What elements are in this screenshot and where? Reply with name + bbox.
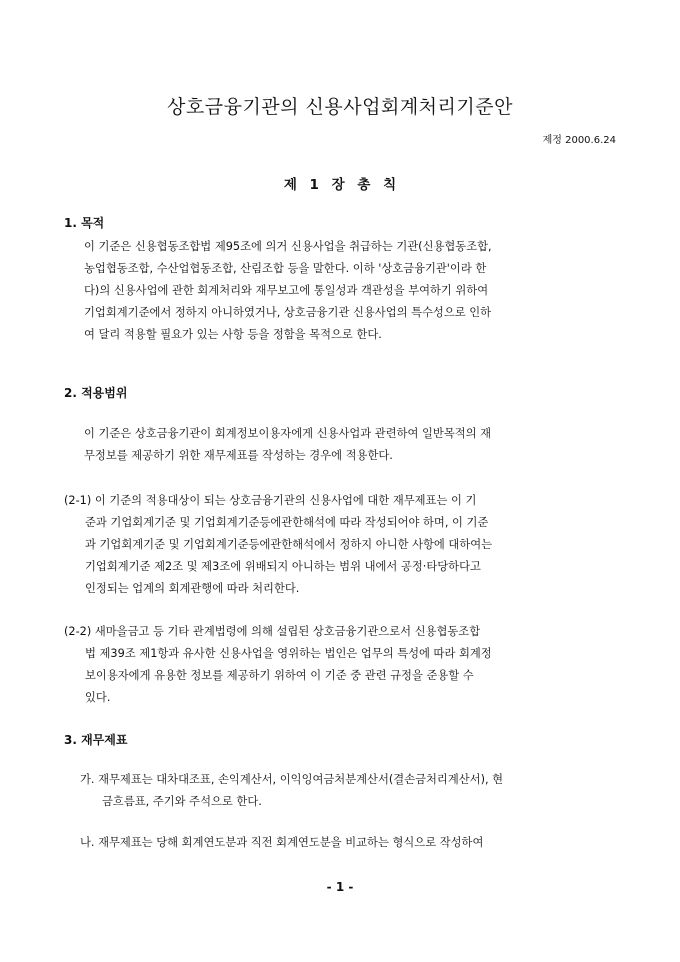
- paragraph-line: 인정되는 업계의 회계관행에 따라 처리한다.: [85, 582, 300, 595]
- paragraph-line: 기업회계기준 제2조 및 제3조에 위배되지 아니하는 범위 내에서 공정·타당하다고: [85, 560, 481, 573]
- paragraph-line: 준과 기업회계기준 및 기업회계기준등에관한해석에 따라 작성되어야 하며, 이 기준: [85, 516, 489, 529]
- paragraph-line: 법 제39조 제1항과 유사한 신용사업을 영위하는 법인은 업무의 특성에 따라 회계정: [85, 647, 492, 660]
- section-heading-financial-statements: 3. 재무제표: [64, 733, 128, 747]
- paragraph-line: 금흐름표, 주기와 주석으로 한다.: [102, 795, 262, 808]
- list-item-ga: [80, 769, 616, 813]
- paragraph-line: 이 기준은 신용협동조합법 제95조에 의거 신용사업을 취급하는 기관(신용협동조합,: [84, 240, 492, 253]
- paragraph-line: 여 달리 적용할 필요가 있는 사항 등을 정함을 목적으로 한다.: [84, 328, 382, 341]
- paragraph-line: 나. 재무제표는 당해 회계연도분과 직전 회계연도분을 비교하는 형식으로 작성하여: [80, 836, 484, 849]
- list-item-na: [80, 832, 616, 854]
- section-body-purpose: [84, 236, 616, 346]
- paragraph-line: 무정보를 제공하기 위한 재무제표를 작성하는 경우에 적용한다.: [84, 449, 393, 462]
- paragraph-line: 가. 재무제표는 대차대조표, 손익계산서, 이익잉여금처분계산서(결손금처리계산서), 현: [80, 773, 504, 786]
- paragraph-line: (2-2) 새마을금고 등 기타 관계법령에 의해 설립된 상호금융기관으로서 신용협동조합: [64, 625, 481, 638]
- section-heading-scope: 2. 적용범위: [64, 386, 128, 400]
- paragraph-line: 다)의 신용사업에 관한 회계처리와 재무보고에 통일성과 객관성을 부여하기 위하여: [84, 284, 489, 297]
- paragraph-line: 보이용자에게 유용한 정보를 제공하기 위하여 이 기준 중 관련 규정을 준용할 수: [85, 669, 474, 682]
- paragraph-line: 농업협동조합, 수산업협동조합, 산림조합 등을 말한다. 이하 '상호금융기관'이라 한: [84, 262, 487, 275]
- paragraph-line: 있다.: [85, 691, 111, 704]
- paragraph-line: 기업회계기준에서 정하지 아니하였거나, 상호금융기관 신용사업의 특수성으로 인하: [84, 306, 492, 319]
- page-number: - 1 -: [326, 880, 354, 894]
- chapter-heading: 제 1 장 총 칙: [283, 177, 397, 193]
- subparagraph-2-1: [64, 490, 616, 600]
- section-body-scope: [84, 423, 616, 467]
- document-title: 상호금융기관의 신용사업회계처리기준안: [167, 96, 513, 118]
- enactment-date: 제정 2000.6.24: [542, 135, 616, 146]
- paragraph-line: 과 기업회계기준 및 기업회계기준등에관한해석에서 정하지 아니한 사항에 대하여는: [85, 538, 493, 551]
- section-heading-purpose: 1. 목적: [64, 216, 105, 230]
- paragraph-line: 이 기준은 상호금융기관이 회계정보이용자에게 신용사업과 관련하여 일반목적의 재: [84, 427, 492, 440]
- subparagraph-2-2: [64, 621, 616, 709]
- paragraph-line: (2-1) 이 기준의 적용대상이 되는 상호금융기관의 신용사업에 대한 재무제표는 이 기: [64, 494, 477, 507]
